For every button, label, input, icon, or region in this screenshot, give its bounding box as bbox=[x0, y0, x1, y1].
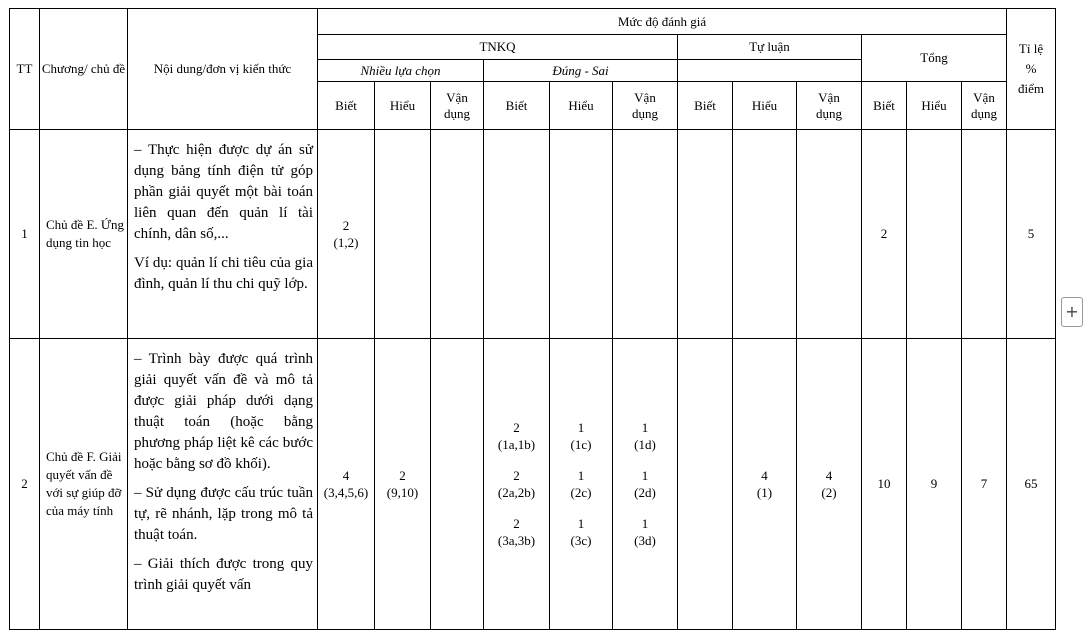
header-tu-luan-sub-blank bbox=[678, 60, 862, 82]
row-topic: Chủ đề F. Giải quyết vấn đề với sự giúp đỡ của máy tính bbox=[40, 339, 128, 630]
row-content bbox=[128, 339, 318, 630]
header-tl-biet: Biết bbox=[678, 82, 733, 130]
cell-count: 1 bbox=[577, 420, 585, 435]
cell-items: (1c) bbox=[570, 437, 592, 452]
content-paragraph: – Sử dụng được cấu trúc tuần tự, rẽ nhánh, lặp trong mô tả thuật toán. bbox=[134, 485, 313, 543]
cell-items: (3,4,5,6) bbox=[323, 485, 369, 500]
cell-items: (1d) bbox=[634, 437, 656, 452]
cell-mcq-biet bbox=[318, 130, 375, 339]
cell-count: 2 bbox=[513, 468, 520, 483]
row-content bbox=[128, 130, 318, 339]
header-ds-hieu: Hiểu bbox=[550, 82, 613, 130]
cell-tong-biet: 10 bbox=[862, 339, 907, 630]
header-tong-biet: Biết bbox=[862, 82, 907, 130]
header-nhieu-lua-chon: Nhiều lựa chọn bbox=[318, 60, 484, 82]
header-tu-luan: Tự luận bbox=[678, 35, 862, 60]
cell-tl-hieu bbox=[733, 339, 797, 630]
cell-mcq-biet bbox=[318, 339, 375, 630]
cell-ds-vandung bbox=[613, 339, 678, 630]
row-content-clip bbox=[134, 349, 313, 619]
header-noi-dung: Nội dung/đơn vị kiến thức bbox=[128, 9, 318, 130]
cell-ds-biet bbox=[484, 130, 550, 339]
cell-mcq-vandung bbox=[431, 130, 484, 339]
cell-items: (2) bbox=[821, 485, 837, 500]
cell-items: (9,10) bbox=[386, 485, 419, 500]
cell-items: (2c) bbox=[570, 485, 592, 500]
cell-mcq-hieu bbox=[375, 130, 431, 339]
header-mcq-vandung bbox=[431, 82, 484, 130]
cell-items: (3c) bbox=[570, 533, 592, 548]
assessment-matrix-table bbox=[9, 8, 1056, 630]
cell-count: 4 bbox=[342, 468, 350, 483]
cell-tong-hieu bbox=[907, 130, 962, 339]
cell-items: (3d) bbox=[634, 533, 656, 548]
header-tong-vandung-text: Vận dụng bbox=[971, 89, 997, 121]
cell-tl-biet bbox=[678, 130, 733, 339]
content-paragraph: Ví dụ: quản lí chi tiêu của gia đình, quản lí thu chi quỹ lớp. bbox=[134, 255, 313, 292]
header-ti-le bbox=[1007, 9, 1056, 130]
table-row bbox=[10, 339, 1056, 630]
cell-mcq-vandung bbox=[431, 339, 484, 630]
row-tt: 2 bbox=[10, 339, 40, 630]
cell-count: 2 bbox=[513, 420, 520, 435]
header-dung-sai: Đúng - Sai bbox=[484, 60, 678, 82]
expand-plus-button[interactable]: + bbox=[1061, 297, 1083, 327]
header-muc-do-danh-gia: Mức độ đánh giá bbox=[318, 9, 1007, 35]
cell-mcq-hieu bbox=[375, 339, 431, 630]
cell-ti-le: 5 bbox=[1007, 130, 1056, 339]
cell-ds-vandung bbox=[613, 130, 678, 339]
header-tong-hieu: Hiểu bbox=[907, 82, 962, 130]
cell-ds-hieu bbox=[550, 339, 613, 630]
header-tt: TT bbox=[10, 9, 40, 130]
cell-tl-vandung bbox=[797, 130, 862, 339]
header-mcq-biet: Biết bbox=[318, 82, 375, 130]
cell-items: (3a,3b) bbox=[497, 533, 536, 548]
cell-count: 1 bbox=[641, 468, 649, 483]
cell-count: 2 bbox=[399, 468, 406, 483]
cell-tong-hieu: 9 bbox=[907, 339, 962, 630]
content-paragraph: – Trình bày được quá trình giải quyết vấn đề và mô tả được giải pháp dưới dạng thuật toán (hoặc bằng phương pháp liệt kê các bước hoặc bằng sơ đồ khối). bbox=[134, 351, 313, 472]
table-row bbox=[10, 130, 1056, 339]
cell-tl-biet bbox=[678, 339, 733, 630]
header-tl-vandung bbox=[797, 82, 862, 130]
header-tl-hieu: Hiểu bbox=[733, 82, 797, 130]
row-tt: 1 bbox=[10, 130, 40, 339]
cell-ds-biet bbox=[484, 339, 550, 630]
header-ds-biet: Biết bbox=[484, 82, 550, 130]
cell-count: 4 bbox=[825, 468, 833, 483]
cell-items: (2a,2b) bbox=[497, 485, 536, 500]
cell-count: 2 bbox=[342, 218, 350, 233]
cell-items: (2d) bbox=[634, 485, 656, 500]
content-paragraph: – Thực hiện được dự án sử dụng bảng tính điện tử góp phần giải quyết một bài toán liên quan đến quản lí tài chính, dân số,... bbox=[134, 142, 313, 242]
cell-ti-le: 65 bbox=[1007, 339, 1056, 630]
cell-tong-vandung: 7 bbox=[962, 339, 1007, 630]
header-tong-vandung bbox=[962, 82, 1007, 130]
header-tnkq: TNKQ bbox=[318, 35, 678, 60]
cell-tong-vandung bbox=[962, 130, 1007, 339]
cell-items: (1,2) bbox=[333, 235, 359, 250]
header-chuong-chu-de: Chương/ chủ đề bbox=[40, 9, 128, 130]
cell-tong-biet: 2 bbox=[862, 130, 907, 339]
row-topic: Chủ đề E. Ứng dụng tin học bbox=[40, 130, 128, 339]
header-mcq-vandung-text: Vận dụng bbox=[444, 89, 470, 121]
header-ds-vandung bbox=[613, 82, 678, 130]
cell-count: 1 bbox=[577, 516, 585, 531]
header-ds-vandung-text: Vận dụng bbox=[632, 89, 658, 121]
cell-tl-vandung bbox=[797, 339, 862, 630]
header-tong: Tổng bbox=[862, 35, 1007, 82]
content-paragraph: – Giải thích được trong quy trình giải quyết vấn bbox=[134, 556, 313, 593]
header-ti-le-text: Tỉ lệ % điểm bbox=[1018, 41, 1044, 96]
cell-count: 4 bbox=[761, 468, 768, 483]
header-mcq-hieu: Hiểu bbox=[375, 82, 431, 130]
cell-ds-hieu bbox=[550, 130, 613, 339]
cell-count: 2 bbox=[513, 516, 520, 531]
cell-count: 1 bbox=[577, 468, 585, 483]
header-tl-vandung-text: Vận dụng bbox=[816, 89, 842, 121]
cell-count: 1 bbox=[641, 420, 649, 435]
cell-items: (1a,1b) bbox=[497, 437, 536, 452]
cell-tl-hieu bbox=[733, 130, 797, 339]
cell-items: (1) bbox=[756, 485, 773, 500]
cell-count: 1 bbox=[641, 516, 649, 531]
